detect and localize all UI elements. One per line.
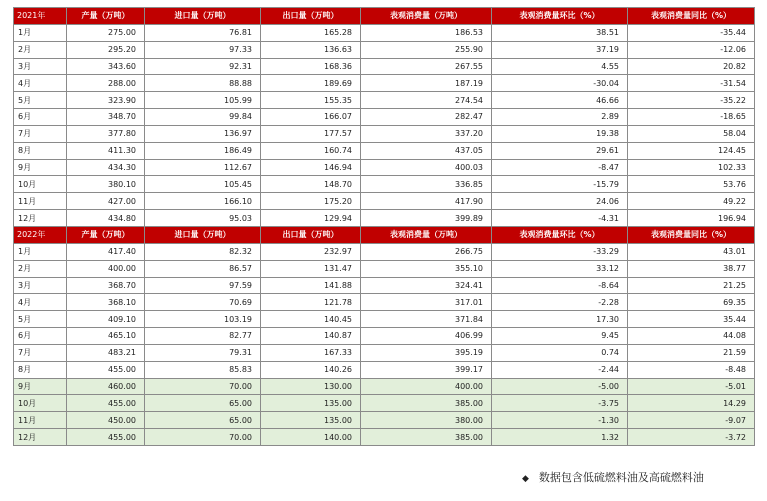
value-cell: 166.07 <box>261 109 361 126</box>
value-cell: 70.00 <box>145 378 261 395</box>
value-cell: 348.70 <box>67 109 145 126</box>
table-row <box>14 210 755 227</box>
table-row <box>14 243 755 260</box>
value-cell: 450.00 <box>67 412 145 429</box>
value-cell: 337.20 <box>361 125 492 142</box>
value-cell: 70.69 <box>145 294 261 311</box>
value-cell: 92.31 <box>145 58 261 75</box>
value-cell: 323.90 <box>67 92 145 109</box>
value-cell: 97.33 <box>145 41 261 58</box>
year-header-cell: 2021年 <box>14 8 67 25</box>
column-header-cell: 出口量（万吨） <box>261 226 361 243</box>
month-cell: 1月 <box>14 243 67 260</box>
value-cell: 189.69 <box>261 75 361 92</box>
value-cell: -12.06 <box>628 41 755 58</box>
value-cell: 455.00 <box>67 395 145 412</box>
table-row <box>14 58 755 75</box>
table-header-row <box>14 226 755 243</box>
value-cell: 103.19 <box>145 311 261 328</box>
value-cell: 95.03 <box>145 210 261 227</box>
month-cell: 9月 <box>14 378 67 395</box>
table-row-forecast <box>14 412 755 429</box>
value-cell: 1.32 <box>492 429 628 446</box>
footnote-text: 数据包含低硫燃料油及高硫燃料油 <box>538 471 704 484</box>
value-cell: -9.07 <box>628 412 755 429</box>
value-cell: 400.00 <box>67 260 145 277</box>
value-cell: 177.57 <box>261 125 361 142</box>
value-cell: 99.84 <box>145 109 261 126</box>
value-cell: 44.08 <box>628 328 755 345</box>
value-cell: 79.31 <box>145 344 261 361</box>
value-cell: 196.94 <box>628 210 755 227</box>
month-cell: 5月 <box>14 311 67 328</box>
value-cell: -15.79 <box>492 176 628 193</box>
value-cell: 21.25 <box>628 277 755 294</box>
value-cell: 46.66 <box>492 92 628 109</box>
value-cell: 160.74 <box>261 142 361 159</box>
column-header-cell: 产量（万吨） <box>67 226 145 243</box>
month-cell: 3月 <box>14 58 67 75</box>
value-cell: 317.01 <box>361 294 492 311</box>
value-cell: 146.94 <box>261 159 361 176</box>
value-cell: -1.30 <box>492 412 628 429</box>
value-cell: 186.49 <box>145 142 261 159</box>
table-row <box>14 92 755 109</box>
value-cell: 9.45 <box>492 328 628 345</box>
value-cell: 400.03 <box>361 159 492 176</box>
value-cell: 35.44 <box>628 311 755 328</box>
value-cell: 400.00 <box>361 378 492 395</box>
value-cell: 186.53 <box>361 24 492 41</box>
month-cell: 2月 <box>14 41 67 58</box>
table-row <box>14 344 755 361</box>
value-cell: 136.63 <box>261 41 361 58</box>
value-cell: 165.28 <box>261 24 361 41</box>
value-cell: 97.59 <box>145 277 261 294</box>
value-cell: 187.19 <box>361 75 492 92</box>
value-cell: 24.06 <box>492 193 628 210</box>
value-cell: 135.00 <box>261 395 361 412</box>
value-cell: 399.89 <box>361 210 492 227</box>
value-cell: -33.29 <box>492 243 628 260</box>
value-cell: 0.74 <box>492 344 628 361</box>
table-row <box>14 311 755 328</box>
month-cell: 10月 <box>14 395 67 412</box>
value-cell: -30.04 <box>492 75 628 92</box>
month-cell: 12月 <box>14 429 67 446</box>
value-cell: 460.00 <box>67 378 145 395</box>
value-cell: 417.90 <box>361 193 492 210</box>
value-cell: 483.21 <box>67 344 145 361</box>
value-cell: 409.10 <box>67 311 145 328</box>
value-cell: -8.64 <box>492 277 628 294</box>
value-cell: 70.00 <box>145 429 261 446</box>
month-cell: 5月 <box>14 92 67 109</box>
month-cell: 10月 <box>14 176 67 193</box>
table-row <box>14 75 755 92</box>
table-row <box>14 260 755 277</box>
value-cell: 38.77 <box>628 260 755 277</box>
table-row <box>14 159 755 176</box>
value-cell: -35.44 <box>628 24 755 41</box>
value-cell: 4.55 <box>492 58 628 75</box>
value-cell: 455.00 <box>67 429 145 446</box>
column-header-cell: 进口量（万吨） <box>145 8 261 25</box>
value-cell: 324.41 <box>361 277 492 294</box>
value-cell: 105.45 <box>145 176 261 193</box>
value-cell: 2.89 <box>492 109 628 126</box>
table-header-row <box>14 8 755 25</box>
footnote <box>522 469 704 485</box>
month-cell: 12月 <box>14 210 67 227</box>
value-cell: -8.47 <box>492 159 628 176</box>
value-cell: 76.81 <box>145 24 261 41</box>
value-cell: 385.00 <box>361 429 492 446</box>
value-cell: 140.45 <box>261 311 361 328</box>
value-cell: -3.72 <box>628 429 755 446</box>
value-cell: 131.47 <box>261 260 361 277</box>
value-cell: 58.04 <box>628 125 755 142</box>
value-cell: 69.35 <box>628 294 755 311</box>
value-cell: 282.47 <box>361 109 492 126</box>
value-cell: 168.36 <box>261 58 361 75</box>
table-row <box>14 294 755 311</box>
value-cell: 380.00 <box>361 412 492 429</box>
month-cell: 7月 <box>14 125 67 142</box>
value-cell: 141.88 <box>261 277 361 294</box>
table-row <box>14 41 755 58</box>
month-cell: 6月 <box>14 109 67 126</box>
value-cell: 437.05 <box>361 142 492 159</box>
month-cell: 3月 <box>14 277 67 294</box>
value-cell: -5.01 <box>628 378 755 395</box>
value-cell: 140.87 <box>261 328 361 345</box>
column-header-cell: 出口量（万吨） <box>261 8 361 25</box>
value-cell: 20.82 <box>628 58 755 75</box>
month-cell: 8月 <box>14 142 67 159</box>
value-cell: 288.00 <box>67 75 145 92</box>
value-cell: 21.59 <box>628 344 755 361</box>
value-cell: -35.22 <box>628 92 755 109</box>
value-cell: 88.88 <box>145 75 261 92</box>
value-cell: 135.00 <box>261 412 361 429</box>
column-header-cell: 表观消费量同比（%） <box>628 226 755 243</box>
value-cell: 427.00 <box>67 193 145 210</box>
value-cell: -3.75 <box>492 395 628 412</box>
value-cell: 19.38 <box>492 125 628 142</box>
value-cell: 49.22 <box>628 193 755 210</box>
value-cell: 17.30 <box>492 311 628 328</box>
value-cell: 434.80 <box>67 210 145 227</box>
value-cell: 175.20 <box>261 193 361 210</box>
table-row <box>14 193 755 210</box>
column-header-cell: 表观消费量（万吨） <box>361 8 492 25</box>
value-cell: 65.00 <box>145 395 261 412</box>
month-cell: 11月 <box>14 412 67 429</box>
value-cell: 148.70 <box>261 176 361 193</box>
table-row <box>14 109 755 126</box>
value-cell: 124.45 <box>628 142 755 159</box>
value-cell: 465.10 <box>67 328 145 345</box>
diamond-bullet-icon: ◆ <box>522 474 529 484</box>
value-cell: 385.00 <box>361 395 492 412</box>
value-cell: 37.19 <box>492 41 628 58</box>
value-cell: 129.94 <box>261 210 361 227</box>
value-cell: 255.90 <box>361 41 492 58</box>
value-cell: 121.78 <box>261 294 361 311</box>
value-cell: 140.26 <box>261 361 361 378</box>
value-cell: 266.75 <box>361 243 492 260</box>
month-cell: 8月 <box>14 361 67 378</box>
value-cell: 411.30 <box>67 142 145 159</box>
value-cell: 399.17 <box>361 361 492 378</box>
table-row <box>14 277 755 294</box>
value-cell: 274.54 <box>361 92 492 109</box>
table-row <box>14 361 755 378</box>
value-cell: 166.10 <box>145 193 261 210</box>
month-cell: 4月 <box>14 294 67 311</box>
value-cell: 343.60 <box>67 58 145 75</box>
value-cell: 53.76 <box>628 176 755 193</box>
column-header-cell: 进口量（万吨） <box>145 226 261 243</box>
value-cell: 86.57 <box>145 260 261 277</box>
data-table-container <box>13 7 754 446</box>
value-cell: 38.51 <box>492 24 628 41</box>
column-header-cell: 表观消费量环比（%） <box>492 8 628 25</box>
value-cell: 85.83 <box>145 361 261 378</box>
month-cell: 11月 <box>14 193 67 210</box>
value-cell: 43.01 <box>628 243 755 260</box>
fuel-oil-data-table <box>13 7 755 446</box>
value-cell: 380.10 <box>67 176 145 193</box>
value-cell: 232.97 <box>261 243 361 260</box>
month-cell: 9月 <box>14 159 67 176</box>
value-cell: -8.48 <box>628 361 755 378</box>
value-cell: -4.31 <box>492 210 628 227</box>
month-cell: 4月 <box>14 75 67 92</box>
value-cell: 295.20 <box>67 41 145 58</box>
value-cell: 275.00 <box>67 24 145 41</box>
value-cell: 395.19 <box>361 344 492 361</box>
value-cell: -18.65 <box>628 109 755 126</box>
table-row <box>14 328 755 345</box>
value-cell: 102.33 <box>628 159 755 176</box>
value-cell: 140.00 <box>261 429 361 446</box>
column-header-cell: 表观消费量（万吨） <box>361 226 492 243</box>
table-row <box>14 142 755 159</box>
table-row <box>14 24 755 41</box>
column-header-cell: 表观消费量环比（%） <box>492 226 628 243</box>
value-cell: -2.28 <box>492 294 628 311</box>
table-row-forecast <box>14 378 755 395</box>
value-cell: 65.00 <box>145 412 261 429</box>
value-cell: 136.97 <box>145 125 261 142</box>
value-cell: 434.30 <box>67 159 145 176</box>
value-cell: 368.70 <box>67 277 145 294</box>
value-cell: 112.67 <box>145 159 261 176</box>
value-cell: 14.29 <box>628 395 755 412</box>
month-cell: 6月 <box>14 328 67 345</box>
value-cell: 417.40 <box>67 243 145 260</box>
month-cell: 1月 <box>14 24 67 41</box>
column-header-cell: 产量（万吨） <box>67 8 145 25</box>
table-body <box>14 8 755 446</box>
value-cell: -5.00 <box>492 378 628 395</box>
value-cell: 406.99 <box>361 328 492 345</box>
value-cell: -31.54 <box>628 75 755 92</box>
month-cell: 7月 <box>14 344 67 361</box>
value-cell: 82.77 <box>145 328 261 345</box>
value-cell: 371.84 <box>361 311 492 328</box>
value-cell: 336.85 <box>361 176 492 193</box>
table-row-forecast <box>14 429 755 446</box>
value-cell: 377.80 <box>67 125 145 142</box>
value-cell: 455.00 <box>67 361 145 378</box>
value-cell: 267.55 <box>361 58 492 75</box>
month-cell: 2月 <box>14 260 67 277</box>
year-header-cell: 2022年 <box>14 226 67 243</box>
value-cell: 155.35 <box>261 92 361 109</box>
value-cell: -2.44 <box>492 361 628 378</box>
value-cell: 82.32 <box>145 243 261 260</box>
value-cell: 105.99 <box>145 92 261 109</box>
table-row <box>14 176 755 193</box>
value-cell: 29.61 <box>492 142 628 159</box>
value-cell: 355.10 <box>361 260 492 277</box>
table-row <box>14 125 755 142</box>
value-cell: 368.10 <box>67 294 145 311</box>
value-cell: 130.00 <box>261 378 361 395</box>
value-cell: 167.33 <box>261 344 361 361</box>
column-header-cell: 表观消费量同比（%） <box>628 8 755 25</box>
value-cell: 33.12 <box>492 260 628 277</box>
table-row-forecast <box>14 395 755 412</box>
